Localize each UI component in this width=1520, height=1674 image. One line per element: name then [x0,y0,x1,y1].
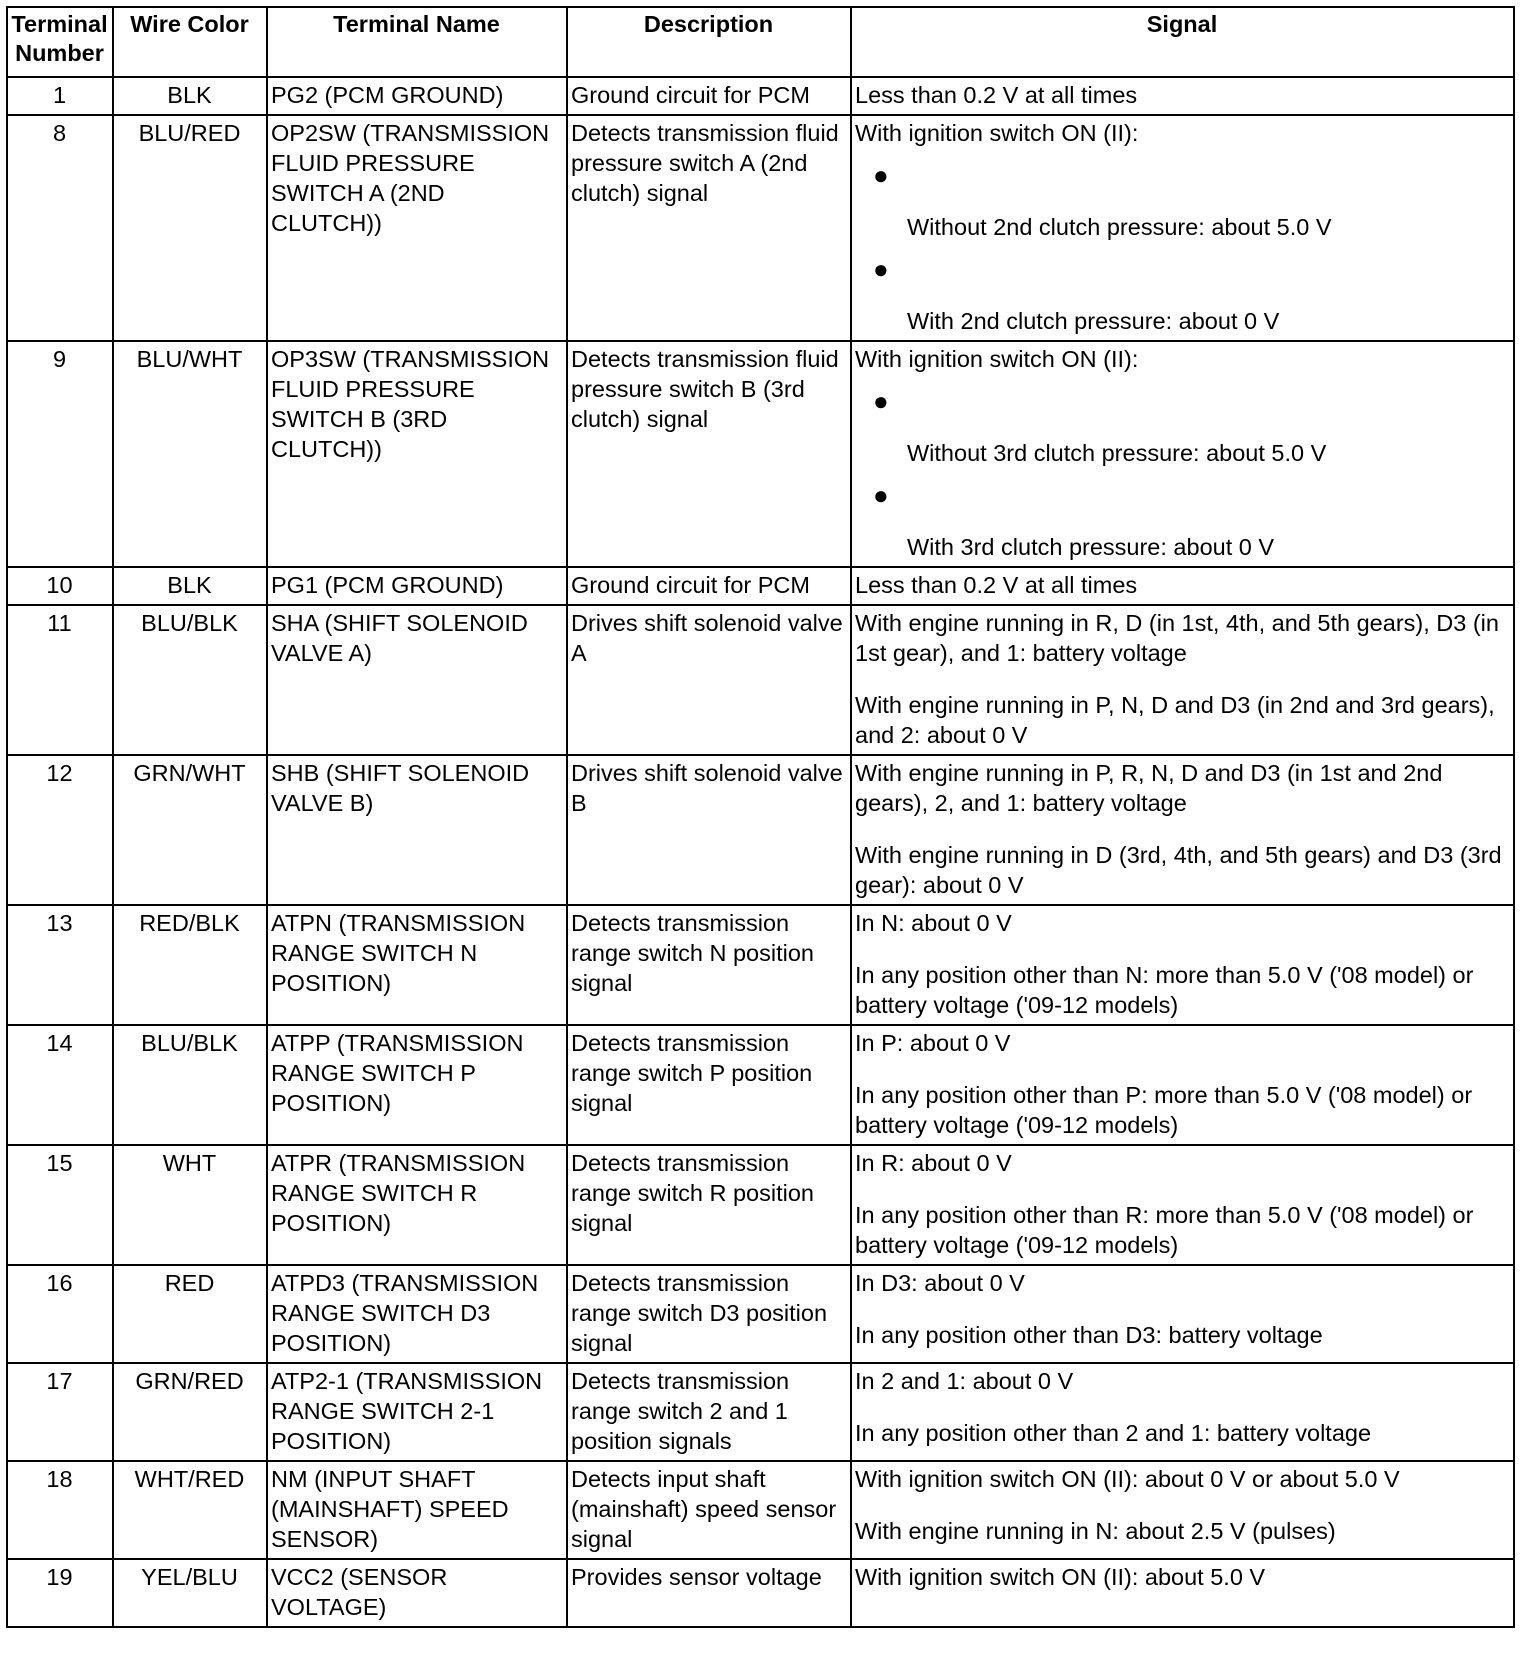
signal-text: In any position other than N: more than 5.0 V ('08 model) or battery voltage ('09-12 models) [855,962,1474,1018]
description-cell: Detects transmission range switch D3 position signal [567,1265,851,1363]
terminal-name-cell: PG1 (PCM GROUND) [267,567,567,605]
table-row [7,755,1514,905]
signal-text: With ignition switch ON (II): [855,346,1139,372]
wire-color-cell: BLK [113,567,267,605]
description-cell: Detects input shaft (mainshaft) speed sensor signal [567,1461,851,1559]
terminal-name-cell: ATP2-1 (TRANSMISSION RANGE SWITCH 2-1 POSITION) [267,1363,567,1461]
signal-cell [851,605,1514,755]
terminal-name-cell: NM (INPUT SHAFT (MAINSHAFT) SPEED SENSOR) [267,1461,567,1559]
signal-text: In 2 and 1: about 0 V [855,1368,1074,1394]
bullet-icon: ● [873,254,889,284]
terminal-number-cell: 10 [7,567,113,605]
wire-color-cell: YEL/BLU [113,1559,267,1627]
signal-text: With engine running in R, D (in 1st, 4th, and 5th gears), D3 (in 1st gear), and 1: battery voltage [855,610,1499,666]
signal-text: With ignition switch ON (II): [855,120,1139,146]
terminal-number-cell: 16 [7,1265,113,1363]
wire-color-cell: GRN/WHT [113,755,267,905]
description-cell: Ground circuit for PCM [567,77,851,115]
terminal-name-cell: ATPN (TRANSMISSION RANGE SWITCH N POSITION) [267,905,567,1025]
signal-cell [851,1461,1514,1559]
signal-text: With ignition switch ON (II): about 5.0 V [855,1564,1266,1590]
signal-text: With ignition switch ON (II): about 0 V or about 5.0 V [855,1466,1400,1492]
signal-cell [851,1265,1514,1363]
table-row [7,567,1514,605]
signal-text: In any position other than 2 and 1: battery voltage [855,1420,1372,1446]
terminal-name-cell: ATPP (TRANSMISSION RANGE SWITCH P POSITION) [267,1025,567,1145]
bullet-icon: ● [873,160,889,190]
table-row [7,605,1514,755]
table-header-row [7,7,1514,77]
table-body [7,77,1514,1627]
description-cell: Detects transmission fluid pressure switch A (2nd clutch) signal [567,115,851,341]
table-row [7,115,1514,341]
terminal-number-cell: 15 [7,1145,113,1265]
description-cell: Drives shift solenoid valve B [567,755,851,905]
wire-color-cell: BLU/WHT [113,341,267,567]
signal-text: With engine running in D (3rd, 4th, and 5th gears) and D3 (3rd gear): about 0 V [855,842,1502,898]
description-cell: Ground circuit for PCM [567,567,851,605]
header-description: Description [567,7,851,77]
table-row [7,1265,1514,1363]
signal-text: With engine running in N: about 2.5 V (pulses) [855,1518,1336,1544]
signal-text: In R: about 0 V [855,1150,1012,1176]
terminal-number-cell: 1 [7,77,113,115]
description-cell: Detects transmission fluid pressure switch B (3rd clutch) signal [567,341,851,567]
signal-bullet-item [855,386,1509,468]
signal-bullet-item [855,160,1509,242]
signal-bullet-item [855,254,1509,336]
terminal-table [6,6,1515,1628]
table-row [7,77,1514,115]
terminal-number-cell: 17 [7,1363,113,1461]
bullet-icon: ● [873,386,889,416]
wire-color-cell: WHT [113,1145,267,1265]
signal-cell [851,567,1514,605]
terminal-number-cell: 11 [7,605,113,755]
signal-text: In any position other than R: more than 5.0 V ('08 model) or battery voltage ('09-12 models) [855,1202,1474,1258]
signal-text: Less than 0.2 V at all times [855,572,1138,598]
terminal-number-cell: 18 [7,1461,113,1559]
signal-cell [851,1025,1514,1145]
wire-color-cell: BLK [113,77,267,115]
table-row [7,341,1514,567]
signal-text: With engine running in P, R, N, D and D3 (in 1st and 2nd gears), 2, and 1: battery voltage [855,760,1443,816]
header-signal: Signal [851,7,1514,77]
header-wire-color: Wire Color [113,7,267,77]
terminal-number-cell: 14 [7,1025,113,1145]
terminal-name-cell: SHB (SHIFT SOLENOID VALVE B) [267,755,567,905]
terminal-name-cell: OP2SW (TRANSMISSION FLUID PRESSURE SWITCH A (2ND CLUTCH)) [267,115,567,341]
signal-text: In P: about 0 V [855,1030,1011,1056]
signal-text: In any position other than P: more than 5.0 V ('08 model) or battery voltage ('09-12 models) [855,1082,1473,1138]
table-row [7,1145,1514,1265]
signal-bullet-text: Without 2nd clutch pressure: about 5.0 V [907,214,1332,240]
signal-cell [851,341,1514,567]
signal-text: In any position other than D3: battery voltage [855,1322,1323,1348]
description-cell: Provides sensor voltage [567,1559,851,1627]
wire-color-cell: BLU/BLK [113,1025,267,1145]
terminal-number-cell: 12 [7,755,113,905]
signal-bullet-text: Without 3rd clutch pressure: about 5.0 V [907,440,1327,466]
description-cell: Detects transmission range switch N position signal [567,905,851,1025]
table-row [7,1363,1514,1461]
signal-bullet-item [855,480,1509,562]
signal-text: With engine running in P, N, D and D3 (in 2nd and 3rd gears), and 2: about 0 V [855,692,1495,748]
terminal-table-container [6,6,1515,1628]
header-terminal-number: Terminal Number [7,7,113,77]
table-row [7,905,1514,1025]
signal-bullet-text: With 3rd clutch pressure: about 0 V [907,534,1275,560]
terminal-number-cell: 9 [7,341,113,567]
signal-text: Less than 0.2 V at all times [855,82,1138,108]
signal-cell [851,1145,1514,1265]
table-row [7,1025,1514,1145]
terminal-name-cell: OP3SW (TRANSMISSION FLUID PRESSURE SWITCH B (3RD CLUTCH)) [267,341,567,567]
signal-cell [851,77,1514,115]
wire-color-cell: RED/BLK [113,905,267,1025]
description-cell: Drives shift solenoid valve A [567,605,851,755]
terminal-number-cell: 19 [7,1559,113,1627]
signal-cell [851,1559,1514,1627]
signal-cell [851,905,1514,1025]
description-cell: Detects transmission range switch P position signal [567,1025,851,1145]
header-terminal-name: Terminal Name [267,7,567,77]
table-row [7,1461,1514,1559]
terminal-number-cell: 13 [7,905,113,1025]
terminal-name-cell: PG2 (PCM GROUND) [267,77,567,115]
description-cell: Detects transmission range switch R position signal [567,1145,851,1265]
wire-color-cell: BLU/BLK [113,605,267,755]
signal-bullet-text: With 2nd clutch pressure: about 0 V [907,308,1280,334]
description-cell: Detects transmission range switch 2 and 1 position signals [567,1363,851,1461]
wire-color-cell: BLU/RED [113,115,267,341]
signal-cell [851,115,1514,341]
terminal-name-cell: ATPR (TRANSMISSION RANGE SWITCH R POSITION) [267,1145,567,1265]
table-row [7,1559,1514,1627]
signal-text: In N: about 0 V [855,910,1012,936]
signal-cell [851,755,1514,905]
wire-color-cell: WHT/RED [113,1461,267,1559]
wire-color-cell: GRN/RED [113,1363,267,1461]
wire-color-cell: RED [113,1265,267,1363]
terminal-name-cell: ATPD3 (TRANSMISSION RANGE SWITCH D3 POSITION) [267,1265,567,1363]
terminal-number-cell: 8 [7,115,113,341]
bullet-icon: ● [873,480,889,510]
signal-text: In D3: about 0 V [855,1270,1025,1296]
signal-cell [851,1363,1514,1461]
terminal-name-cell: SHA (SHIFT SOLENOID VALVE A) [267,605,567,755]
terminal-name-cell: VCC2 (SENSOR VOLTAGE) [267,1559,567,1627]
